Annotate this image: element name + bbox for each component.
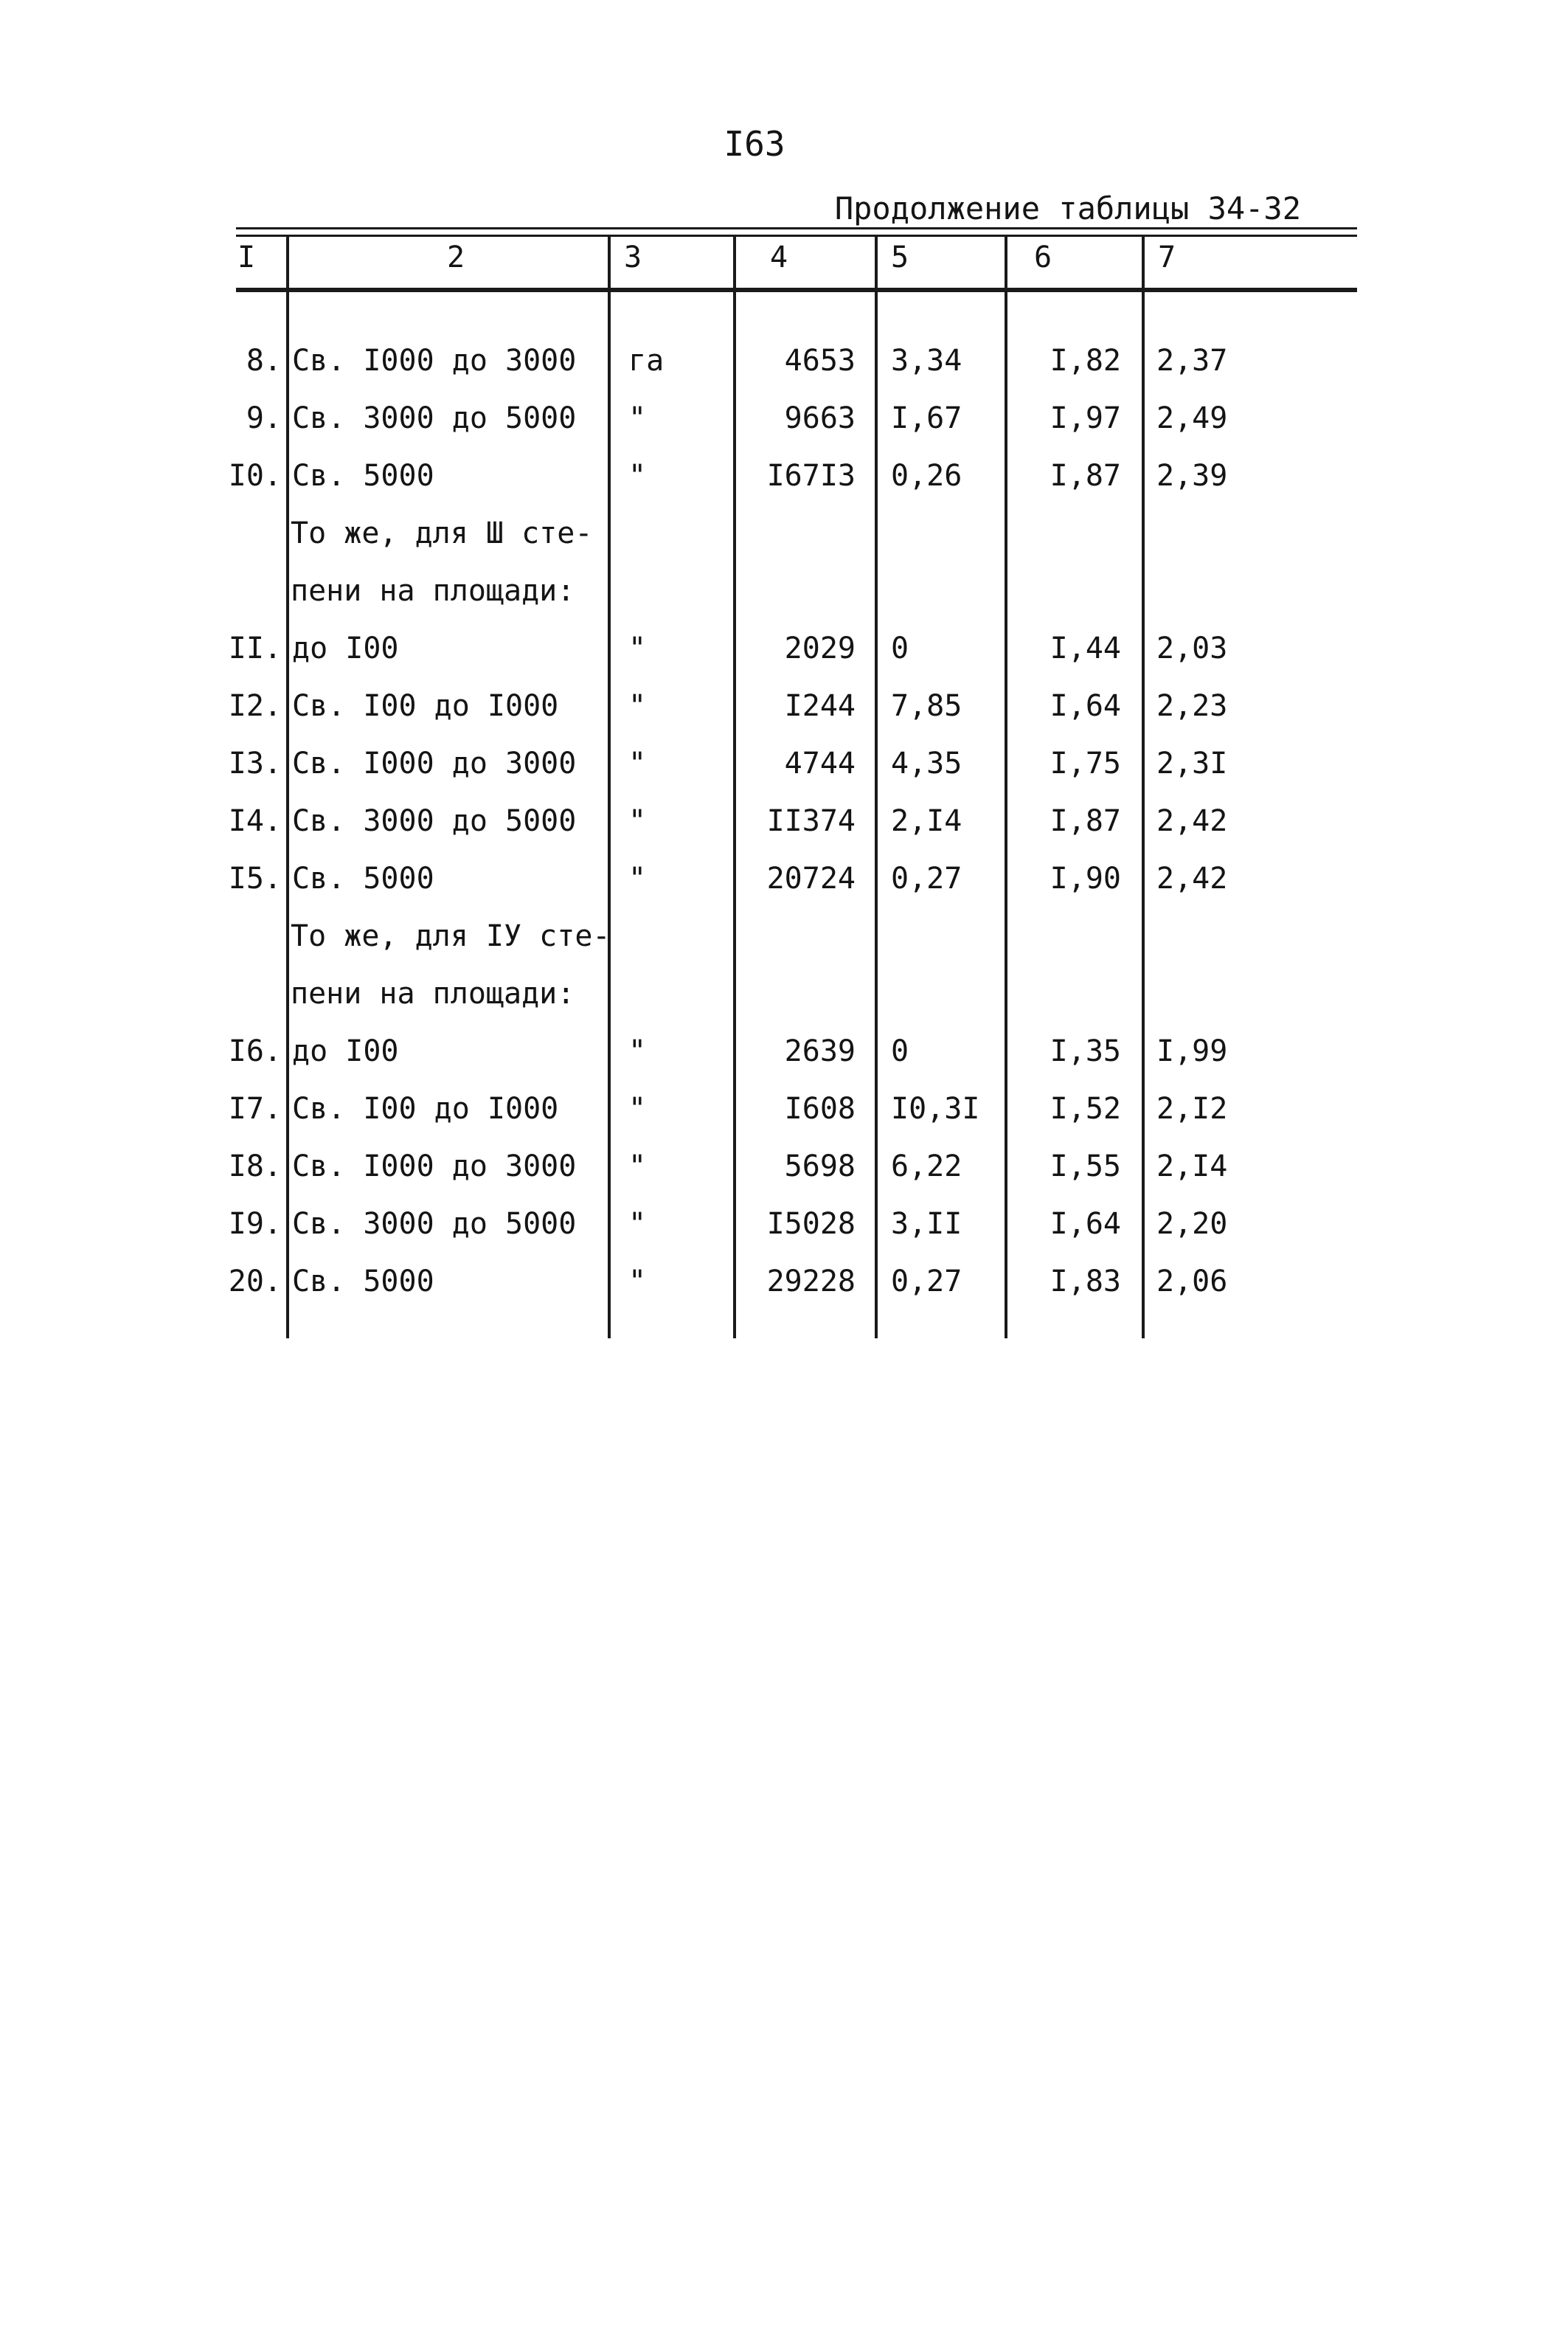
row-value-col6: I,52 [1050,1092,1121,1126]
row-value-col4: II374 [766,804,856,838]
row-value-col5: I,67 [891,401,962,435]
row-value-col4: I5028 [766,1207,856,1241]
row-value-col7: 2,42 [1156,804,1228,838]
row-value-col4: 5698 [784,1149,856,1183]
header-cell-3: 3 [624,241,642,274]
row-number: I2. [228,689,282,723]
header-cell-1: I [237,241,256,274]
table-note-row [0,965,1568,1023]
page-number: I63 [724,124,785,164]
table-row [0,390,1568,447]
top-rule-inner [236,235,1357,237]
row-value-col5: 6,22 [891,1149,962,1183]
table-caption: Продолжение таблицы 34-32 [834,190,1301,226]
row-value-col6: I,97 [1050,401,1121,435]
table-note-row [0,907,1568,965]
table-note-row [0,562,1568,620]
row-value-col7: 2,49 [1156,401,1228,435]
table-row [0,447,1568,505]
row-number: I3. [228,747,282,781]
row-number: 20. [228,1265,282,1298]
table-row [0,1023,1568,1080]
note-text: То же, для Ш сте- [291,516,593,550]
row-unit: " [628,401,647,435]
row-unit: " [628,689,647,723]
table-row [0,1138,1568,1195]
row-unit: га [628,344,665,378]
row-value-col7: 2,06 [1156,1265,1228,1298]
row-unit: " [628,862,647,896]
row-number: I7. [228,1092,282,1126]
row-value-col5: 3,34 [891,344,962,378]
row-value-col7: 2,I4 [1156,1149,1228,1183]
header-bottom-rule [236,288,1357,292]
row-value-col5: 0 [891,632,909,665]
row-value-col7: I,99 [1156,1034,1228,1068]
row-value-col7: 2,3I [1156,747,1228,781]
row-value-col7: 2,39 [1156,459,1228,493]
row-value-col5: 0 [891,1034,909,1068]
row-description: Св. 3000 до 5000 [292,804,577,838]
note-text: пени на площади: [291,574,575,608]
table-row [0,677,1568,735]
note-text: пени на площади: [291,977,575,1011]
row-value-col5: 7,85 [891,689,962,723]
row-value-col5: 0,27 [891,862,962,896]
row-description: Св. 5000 [292,862,434,896]
row-value-col5: 0,26 [891,459,962,493]
row-description: до I00 [292,1034,399,1068]
row-value-col7: 2,37 [1156,344,1228,378]
row-value-col6: I,35 [1050,1034,1121,1068]
row-number: I6. [228,1034,282,1068]
row-value-col7: 2,20 [1156,1207,1228,1241]
row-value-col6: I,87 [1050,804,1121,838]
row-value-col5: 0,27 [891,1265,962,1298]
row-description: Св. I000 до 3000 [292,1149,577,1183]
row-value-col4: 20724 [766,862,856,896]
row-number: I8. [228,1149,282,1183]
row-description: Св. I000 до 3000 [292,747,577,781]
row-unit: " [628,459,647,493]
table-row [0,735,1568,792]
row-unit: " [628,804,647,838]
row-unit: " [628,1149,647,1183]
table-row [0,1253,1568,1310]
table-row [0,620,1568,677]
row-value-col4: 4653 [784,344,856,378]
row-value-col4: I608 [784,1092,856,1126]
row-unit: " [628,632,647,665]
row-value-col6: I,44 [1050,632,1121,665]
row-unit: " [628,1034,647,1068]
row-value-col6: I,75 [1050,747,1121,781]
row-number: 9. [246,401,282,435]
row-value-col4: 29228 [766,1265,856,1298]
note-text: То же, для IУ сте- [291,919,611,953]
table-row [0,1195,1568,1253]
row-number: I4. [228,804,282,838]
row-value-col4: 4744 [784,747,856,781]
row-number: I9. [228,1207,282,1241]
row-number: 8. [246,344,282,378]
row-description: Св. I000 до 3000 [292,344,577,378]
row-unit: " [628,1207,647,1241]
row-description: Св. I00 до I000 [292,689,559,723]
row-value-col4: I244 [784,689,856,723]
table-row [0,792,1568,850]
row-value-col7: 2,23 [1156,689,1228,723]
row-value-col4: 2639 [784,1034,856,1068]
row-value-col6: I,83 [1050,1265,1121,1298]
header-cell-7: 7 [1158,241,1176,274]
row-value-col6: I,55 [1050,1149,1121,1183]
header-cell-2: 2 [447,241,465,274]
row-value-col6: I,90 [1050,862,1121,896]
header-cell-6: 6 [1034,241,1052,274]
row-description: Св. 5000 [292,1265,434,1298]
row-description: Св. 3000 до 5000 [292,401,577,435]
row-value-col6: I,64 [1050,1207,1121,1241]
table-row [0,850,1568,907]
row-value-col5: 2,I4 [891,804,962,838]
row-value-col7: 2,42 [1156,862,1228,896]
top-rule [236,227,1357,229]
row-value-col4: I67I3 [766,459,856,493]
table-row [0,332,1568,390]
row-value-col4: 9663 [784,401,856,435]
row-value-col5: I0,3I [891,1092,980,1126]
row-description: Св. 5000 [292,459,434,493]
row-unit: " [628,1265,647,1298]
row-value-col6: I,82 [1050,344,1121,378]
row-number: I5. [228,862,282,896]
row-value-col7: 2,03 [1156,632,1228,665]
table-note-row [0,505,1568,562]
row-value-col5: 4,35 [891,747,962,781]
row-value-col6: I,64 [1050,689,1121,723]
header-cell-5: 5 [891,241,909,274]
row-value-col5: 3,II [891,1207,962,1241]
row-description: Св. 3000 до 5000 [292,1207,577,1241]
row-value-col7: 2,I2 [1156,1092,1228,1126]
row-description: Св. I00 до I000 [292,1092,559,1126]
table-row [0,1080,1568,1138]
row-value-col6: I,87 [1050,459,1121,493]
row-number: II. [228,632,282,665]
row-unit: " [628,747,647,781]
row-value-col4: 2029 [784,632,856,665]
row-unit: " [628,1092,647,1126]
row-number: I0. [228,459,282,493]
header-cell-4: 4 [770,241,788,274]
row-description: до I00 [292,632,399,665]
